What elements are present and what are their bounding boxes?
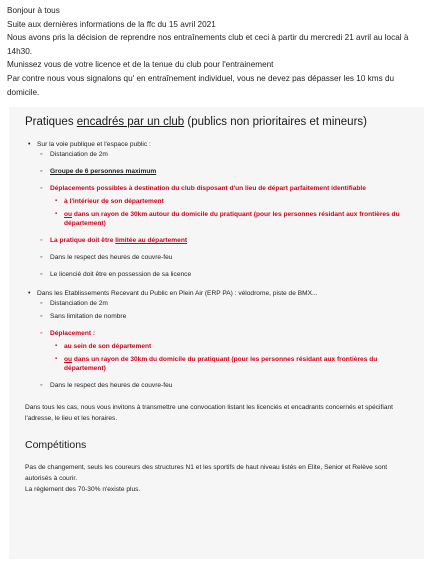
list-item-deplacements: ◦ Déplacements possibles à destination du club disposant d'un lieu de départ parfaitement identifiable ▪ à l'intérieur de son département ▪ ou dans un rayon de 30km autour du domicile du pratiquant (pour les personnes résidant aux frontières du département) [37,184,414,228]
list-item: ◦ Dans le respect des heures de couvre-feu [37,381,414,390]
competitions-text: La règlement des 70-30% n'existe plus. [25,486,141,494]
competitions-text: Pas de changement, seuls les coureurs des structures N1 et les sportifs de haut niveau listés en Elite, Senior et Relève sont autorisés à courir. [25,464,388,483]
intro-message [0,0,433,99]
intro-line: Munissez vous de votre licence et de la tenue du club pour l'entrainement [7,60,274,70]
list-item: ◦ Distanciation de 2m [37,150,414,159]
section-title-competitions: Compétitions [25,439,87,452]
list-item-group: ◦ Groupe de 6 personnes maximum [37,167,414,176]
list-item: ▪ ou dans un rayon de 30km autour du domicile du pratiquant (pour les personnes résidant aux frontières du département) [50,210,414,228]
intro-line: Bonjour à tous [7,6,60,15]
list-item: ◦ Dans le respect des heures de couvre-feu [37,253,414,262]
closing-paragraph: Dans tous les cas, nous vous invitons à transmettre une convocation listant les licenciés et encadrants concernés et spécifiant l'adresse, le lieu et les horaires. [25,404,393,423]
list-item: ▪ au sein de son département [50,342,414,351]
list-item: ▪ ou dans un rayon de 30km du domicile du pratiquant (pour les personnes résidant aux frontières du département) [50,355,414,373]
intro-line: Par contre nous vous signalons qu' en entraînement individuel, vous ne devez pas dépasser les 10 kms du domicile. [7,73,395,97]
pratiques-list [25,140,414,390]
list-item-pratique: ◦ La pratique doit être limitée au département [37,236,414,245]
list-item: ◦ Distanciation de 2m [37,299,414,308]
list-item: ◦ Sans limitation de nombre [37,312,414,321]
intro-line: Nous avons pris la décision de reprendre nos entraînements club et ceci à partir du mercredi 21 avril au local à 14h30. [7,33,409,56]
list-item: ▪ à l'intérieur de son département [50,197,414,206]
ffc-info-panel [9,107,424,559]
list-item-deplacement: ◦ Déplacement : ▪ au sein de son département ▪ ou dans un rayon de 30km du domicile du pratiquant (pour les personnes résidant aux frontières du département) [37,329,414,373]
intro-line: Suite aux dernières informations de la ffc du 15 avril 2021 [7,19,216,29]
section-title-pratiques: Pratiques encadrés par un club (publics non prioritaires et mineurs) [25,116,367,129]
list-item: ◦ Le licencié doit être en possession de sa licence [37,270,414,279]
list-item-voie-publique: • Sur la voie publique et l'espace public : ◦ Distanciation de 2m ◦ Groupe de 6 personnes maximum ◦ Déplacements possibles à destination du club disposant d'un lieu de départ parfaitement identifiable ▪ à l'intérieur de son département ▪ ou dans un rayon de 30km autour du domicile du pratiquant (pour les personnes résidant aux frontières du département) ◦ La pratique doit être limitée au département ◦ Dans le respect des heures de couvre-feu ◦ Le licencié doit être en possession de sa licence [25,140,414,279]
list-item-erp: • Dans les Etablissements Recevant du Public en Plein Air (ERP PA) : vélodrome, piste de BMX... ◦ Distanciation de 2m ◦ Sans limitation de nombre ◦ Déplacement : ▪ au sein de son département ▪ ou dans un rayon de 30km du domicile du pratiquant (pour les personnes résidant aux frontières du département) ◦ Dans le respect des heures de couvre-feu [25,289,414,390]
